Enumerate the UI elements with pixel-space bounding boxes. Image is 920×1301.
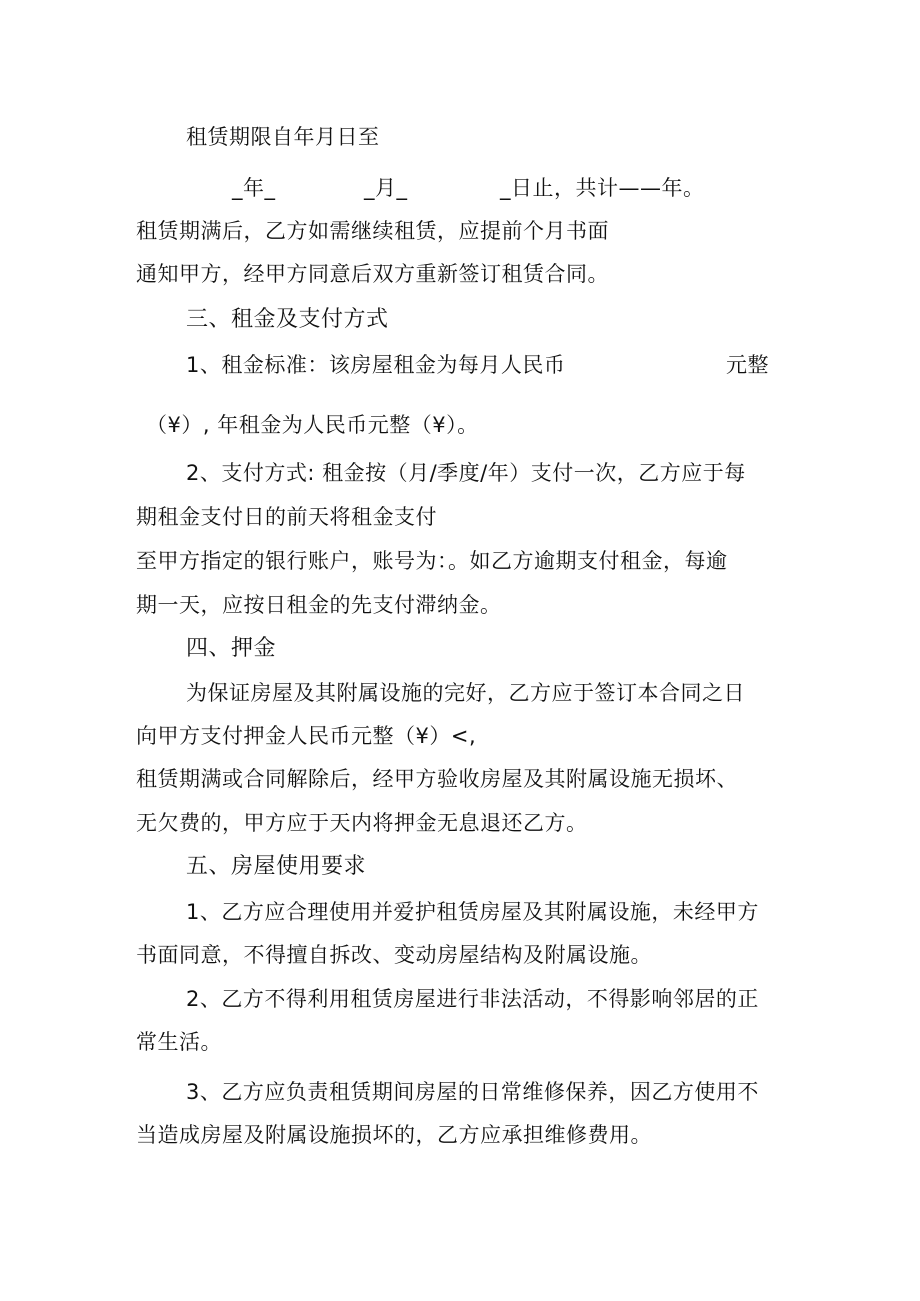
rent-standard-suffix: 元整 (726, 353, 769, 377)
renewal-line-1: 租赁期满后，乙方如需继续租赁，应提前个月书面 (136, 219, 609, 243)
usage-item-2-line-1: 2、乙方不得利用租赁房屋进行非法活动，不得影响邻居的正 (186, 987, 759, 1011)
deposit-line-4: 无欠费的，甲方应于天内将押金无息退还乙方。 (136, 811, 588, 835)
section-4-heading: 四、押金 (186, 636, 277, 661)
usage-item-1-line-2: 书面同意，不得擅自拆改、变动房屋结构及附属设施。 (136, 943, 652, 967)
rent-standard-line: 1、租金标准：该房屋租金为每月人民币 (186, 353, 566, 377)
usage-item-1-line-1: 1、乙方应合理使用并爱护租赁房屋及其附属设施，未经甲方 (186, 900, 759, 924)
payment-method-line-1: 2、支付方式: 租金按（月/季度/年）支付一次，乙方应于每 (186, 461, 746, 485)
usage-item-3-line-1: 3、乙方应负责租赁期间房屋的日常维修保养，因乙方使用不 (186, 1080, 759, 1104)
lease-term-line: 租赁期限自年月日至 (186, 125, 380, 149)
usage-item-3-line-2: 当造成房屋及附属设施损坏的，乙方应承担维修费用。 (136, 1123, 652, 1147)
section-5-heading: 五、房屋使用要求 (186, 854, 367, 879)
section-3-heading: 三、租金及支付方式 (186, 307, 389, 332)
usage-item-2-line-2: 常生活。 (136, 1030, 222, 1054)
renewal-line-2: 通知甲方，经甲方同意后双方重新签订租赁合同。 (136, 262, 609, 286)
payment-method-line-2: 期租金支付日的前天将租金支付 (136, 505, 437, 529)
deposit-line-2: 向甲方支付押金人民币元整（¥）<, (136, 724, 477, 748)
payment-method-line-3: 至甲方指定的银行账户，账号为：。如乙方逾期支付租金，每逾 (136, 549, 728, 573)
lease-end-year: _年_ (232, 176, 276, 200)
lease-end-day-total: _日止，共计——年。 (500, 176, 705, 200)
lease-end-month: _月_ (364, 176, 408, 200)
deposit-line-3: 租赁期满或合同解除后，经甲方验收房屋及其附属设施无损坏、 (136, 767, 738, 791)
deposit-line-1: 为保证房屋及其附属设施的完好，乙方应于签订本合同之日 (186, 681, 745, 705)
payment-method-line-4: 期一天，应按日租金的先支付滞纳金。 (136, 593, 502, 617)
annual-rent-line: （¥）, 年租金为人民币元整（¥）。 (146, 413, 479, 437)
